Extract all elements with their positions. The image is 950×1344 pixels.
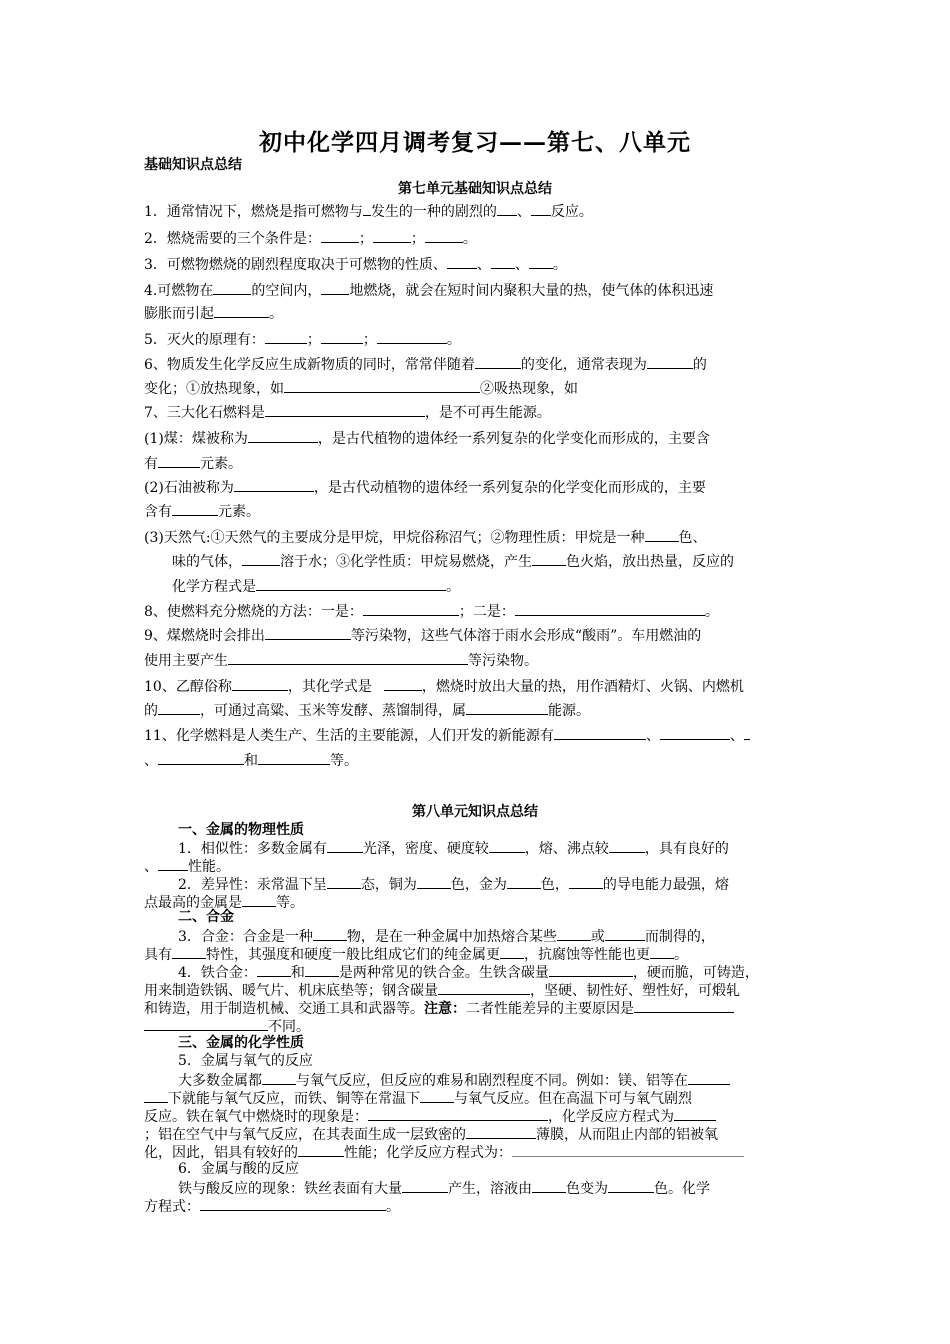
u8-line-4d: 不同。 [144, 1016, 310, 1036]
u8-line-5c: 反应。铁在氧气中燃烧时的现象是： ，化学反应方程式为 [144, 1106, 716, 1126]
unit8-heading: 第八单元知识点总结 [412, 804, 538, 820]
u7-line-4: 4.可燃物在 的空间内， 地燃烧，就会在短时间内聚积大量的热，使气体的体积迅速 [144, 280, 713, 301]
u8-line-2b: 点最高的金属是 等。 [144, 892, 304, 912]
u8-line-6b: 方程式： 。 [144, 1196, 400, 1216]
page-title: 初中化学四月调考复习——第七、八单元 [259, 129, 691, 156]
u7-line-6b: 变化；①放热现象，如 ②吸热现象，如 [144, 378, 578, 399]
u7-line-2: 2．燃烧需要的三个条件是： ； ； 。 [144, 228, 477, 249]
u8-line-3a: 3．合金：合金是一种 物，是在一种金属中加热熔合某些 或 而制得的， [178, 926, 715, 946]
u8-line-5a: 大多数金属都 与氧气反应，但反应的难易和剧烈程度不同。例如：镁、铝等在 [178, 1070, 730, 1090]
u7-line-7-3: (3)天然气:①天然气的主要成分是甲烷，甲烷俗称沼气；②物理性质：甲烷是一种 色、 [144, 527, 707, 548]
u8-line-1a: 1．相似性：多数金属有 光泽，密度、硬度较 ，熔、沸点较 ，具有良好的 [178, 838, 729, 858]
u7-line-10: 10、乙醇俗称 ，其化学式是 ，燃烧时放出大量的热，用作酒精灯、火锅、内燃机 [144, 676, 744, 697]
u8-line-5d: ；铝在空气中与氧气反应，在其表面生成一层致密的 薄膜，从而阻止内部的铝被氧 [144, 1124, 718, 1144]
u8-heading-1: 一、金属的物理性质 [178, 822, 304, 838]
u7-line-7-2b: 含有 元素。 [144, 501, 260, 522]
unit7-heading: 第七单元基础知识点总结 [398, 181, 552, 197]
u7-line-11: 11、化学燃料是人类生产、生活的主要能源，人们开发的新能源有 、 、 [144, 725, 750, 746]
u8-line-1b: 、 性能。 [144, 856, 230, 876]
u7-line-7-3b: 味的气体， 溶于水；③化学性质：甲烷易燃烧，产生 色火焰，放出热量，反应的 [172, 551, 734, 572]
u7-line-5: 5．灭火的原理有： ； ； 。 [144, 329, 461, 350]
u7-line-7-1b: 有 元素。 [144, 453, 242, 474]
u8-line-5h: 5．金属与氧气的反应 [178, 1053, 313, 1069]
u7-line-1: 1．通常情况下，燃烧是指可燃物与 发生的一种的剧烈的 、 反应。 [144, 201, 593, 222]
u8-line-4a: 4．铁合金： 和 是两种常见的铁合金。生铁含碳量 ，硬而脆，可铸造， [178, 962, 759, 982]
u7-line-4b: 膨胀而引起 。 [144, 303, 283, 324]
u8-line-2a: 2．差异性：汞常温下呈 态，铜为 色，金为 色， 的导电能力最强，熔 [178, 874, 729, 894]
u7-line-7-1: (1)煤：煤被称为 ，是古代植物的遗体经一系列复杂的化学变化而形成的，主要含 [144, 428, 710, 449]
u7-line-9: 9、煤燃烧时会排出 等污染物，这些气体溶于雨水会形成“酸雨”。车用燃油的 [144, 625, 701, 646]
u8-line-5e: 化，因此，铝具有较好的 性能；化学反应方程式为： [144, 1142, 744, 1162]
u7-line-7-3c: 化学方程式是 。 [172, 576, 460, 597]
u7-line-7-2: (2)石油被称为 ，是古代动植物的遗体经一系列复杂的化学变化而形成的，主要 [144, 477, 706, 498]
u8-line-4b: 用来制造铁锅、暖气片、机床底垫等；钢含碳量 ，坚硬、韧性好、塑性好，可煅轧 [144, 980, 740, 1000]
u8-line-6a: 铁与酸反应的现象：铁丝表面有大量 产生，溶液由 色变为 色。化学 [178, 1178, 710, 1198]
u8-heading-2: 二、合金 [178, 909, 234, 925]
u8-line-5b: 下就能与氧气反应，而铁、铜等在常温下 与氧气反应。但在高温下可与氧气剧烈 [144, 1088, 692, 1108]
u8-line-6h: 6．金属与酸的反应 [178, 1161, 299, 1177]
u8-line-3b: 具有 特性，其强度和硬度一般比组成它们的纯金属更 ，抗腐蚀等性能也更 。 [144, 944, 688, 964]
u7-line-8: 8、使燃料充分燃烧的方法：一是： ；二是： 。 [144, 601, 719, 622]
u7-line-7: 7、三大化石燃料是 ，是不可再生能源。 [144, 402, 551, 423]
u7-line-11b: 、 和 等。 [144, 750, 358, 771]
u7-line-3: 3．可燃物燃烧的剧烈程度取决于可燃物的性质、 、 、 。 [144, 254, 567, 275]
u8-heading-3: 三、金属的化学性质 [178, 1035, 304, 1051]
u7-line-10b: 的 ，可通过高粱、玉米等发酵、蒸馏制得，属 能源。 [144, 700, 590, 721]
u8-line-4c: 和铸造，用于制造机械、交通工具和武器等。注意：二者性能差异的主要原因是 [144, 998, 734, 1018]
section-subtitle: 基础知识点总结 [144, 157, 242, 173]
u7-line-6: 6、物质发生化学反应生成新物质的同时，常常伴随着 的变化，通常表现为 的 [144, 354, 707, 375]
u7-line-9b: 使用主要产生 等污染物。 [144, 650, 538, 671]
